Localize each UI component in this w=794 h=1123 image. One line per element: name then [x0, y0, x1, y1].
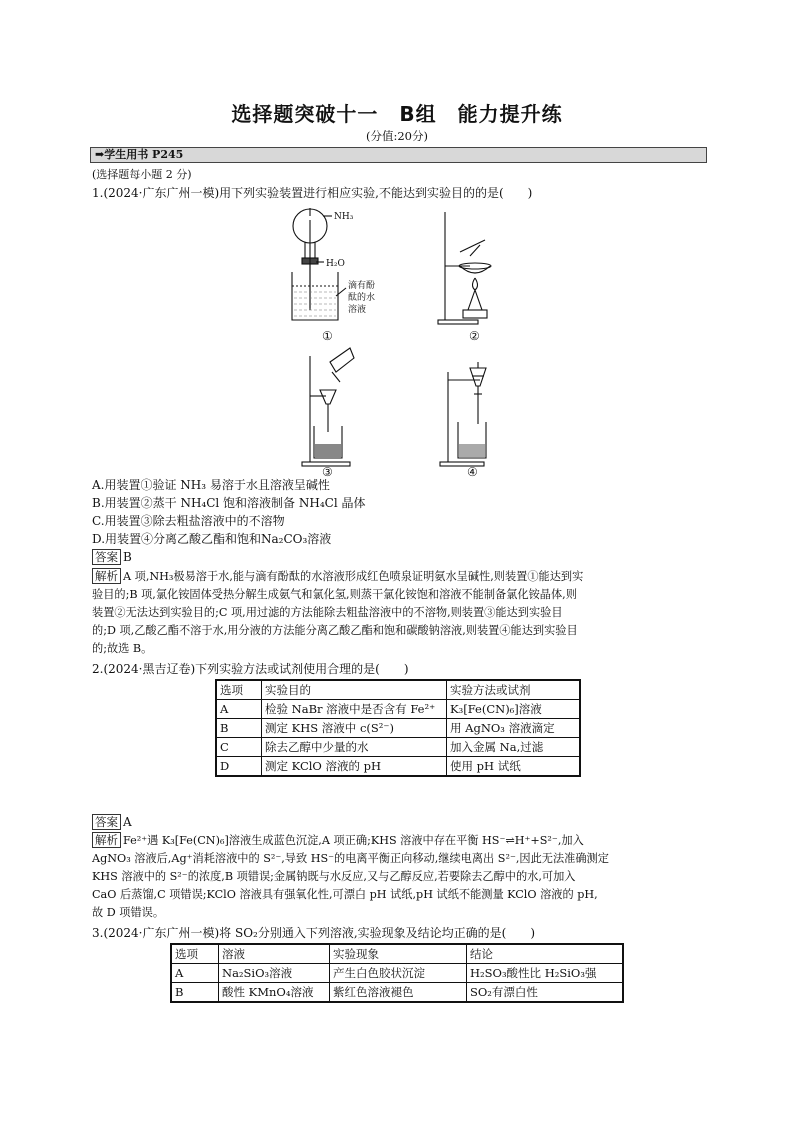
table-header: 实验方法或试剂	[447, 680, 581, 700]
apparatus-3-filtration	[302, 348, 354, 466]
table-cell: 酸性 KMnO₄溶液	[219, 983, 330, 1003]
table-cell: A	[216, 700, 262, 719]
q1-analysis-line: 验目的;B 项,氯化铵固体受热分解生成氨气和氯化氢,则蒸干氯化铵饱和溶液不能制备氯化铵晶体,则	[92, 588, 577, 601]
table-cell: 紫红色溶液褪色	[330, 983, 467, 1003]
table-cell: 测定 KClO 溶液的 pH	[262, 757, 447, 777]
table-header-row	[171, 944, 623, 964]
q2-analysis-line: 故 D 项错误。	[92, 906, 165, 919]
table-cell: A	[171, 964, 219, 983]
q1-option-c: C.用装置③除去粗盐溶液中的不溶物	[92, 514, 285, 528]
label-liquid-3: 溶液	[348, 305, 367, 315]
table-cell: B	[171, 983, 219, 1003]
table-row	[171, 983, 623, 1003]
table-cell: B	[216, 719, 262, 738]
q1-option-d: D.用装置④分离乙酸乙酯和饱和Na₂CO₃溶液	[92, 532, 332, 546]
q3-table	[170, 943, 624, 1003]
table-cell: 用 AgNO₃ 溶液滴定	[447, 719, 581, 738]
q1-apparatus-figure	[280, 200, 510, 478]
table-cell: D	[216, 757, 262, 777]
table-cell: 加入金属 Na,过滤	[447, 738, 581, 757]
q3-stem: 3.(2024·广东广州一模)将 SO₂分别通入下列溶液,实验现象及结论均正确的是( )	[92, 926, 536, 940]
q1-analysis-line: 装置②无法达到实验目的;C 项,用过滤的方法能除去粗盐溶液中的不溶物,则装置③能达到实验目	[92, 606, 563, 619]
table-row	[171, 964, 623, 983]
label-n4: ④	[467, 465, 478, 478]
label-h2o: H₂O	[326, 259, 345, 269]
label-liquid-1: 滴有酚	[348, 281, 376, 291]
table-header: 溶液	[219, 944, 330, 964]
label-n3: ③	[322, 465, 333, 478]
q2-analysis-line: Fe²⁺遇 K₃[Fe(CN)₆]溶液生成蓝色沉淀,A 项正确;KHS 溶液中存在平衡 HS⁻⇌H⁺+S²⁻,加入	[123, 834, 584, 847]
q2-analysis-line: CaO 后蒸馏,C 项错误;KClO 溶液具有强氧化性,可漂白 pH 试纸,pH 试纸不能测量 KClO 溶液的 pH,	[92, 888, 598, 901]
q2-table	[215, 679, 581, 777]
q1-option-a: A.用装置①验证 NH₃ 易溶于水且溶液呈碱性	[92, 478, 330, 492]
table-header: 实验现象	[330, 944, 467, 964]
table-cell: 使用 pH 试纸	[447, 757, 581, 777]
scoring-note: (选择题每小题 2 分)	[92, 168, 192, 181]
table-cell: 除去乙醇中少量的水	[262, 738, 447, 757]
table-cell: K₃[Fe(CN)₆]溶液	[447, 700, 581, 719]
analysis-tag: 解析	[92, 832, 121, 848]
q2-answer-value: A	[123, 815, 132, 829]
q1-answer-value: B	[123, 550, 132, 564]
q2-stem: 2.(2024·黑吉辽卷)下列实验方法或试剂使用合理的是( )	[92, 662, 409, 676]
q2-analysis-line: KHS 溶液中的 S²⁻的浓度,B 项错误;金属钠既与水反应,又与乙醇反应,若要除去乙醇中的水,可加入	[92, 870, 576, 883]
q1-answer	[92, 549, 132, 565]
page-title: 选择题突破十一 B组 能力提升练	[231, 102, 563, 126]
table-cell: H₂SO₃酸性比 H₂SiO₃强	[467, 964, 624, 983]
textbook-banner: ➡学生用书 P245	[90, 147, 707, 163]
q1-analysis-line: 的;故选 B。	[92, 642, 153, 655]
table-header: 实验目的	[262, 680, 447, 700]
answer-tag: 答案	[92, 549, 121, 565]
q1-option-b: B.用装置②蒸干 NH₄Cl 饱和溶液制备 NH₄Cl 晶体	[92, 496, 366, 510]
label-n2: ②	[469, 329, 480, 343]
table-cell: SO₂有漂白性	[467, 983, 624, 1003]
score-note: (分值:20分)	[366, 129, 428, 143]
table-row	[216, 700, 580, 719]
apparatus-4-separatory-funnel	[440, 362, 486, 466]
label-n1: ①	[322, 329, 333, 343]
analysis-tag: 解析	[92, 568, 121, 584]
table-row	[216, 719, 580, 738]
q2-analysis-line: AgNO₃ 溶液后,Ag⁺消耗溶液中的 S²⁻,导致 HS⁻的电离平衡正向移动,继续电离出 S²⁻,因此无法准确测定	[92, 852, 609, 865]
q1-analysis-line: 的;D 项,乙酸乙酯不溶于水,用分液的方法能分离乙酸乙酯和饱和碳酸钠溶液,则装置④能达到实验目	[92, 624, 578, 637]
label-liquid-2: 酞的水	[348, 293, 376, 303]
table-header: 结论	[467, 944, 624, 964]
table-header: 选项	[171, 944, 219, 964]
table-row	[216, 757, 580, 777]
table-cell: 测定 KHS 溶液中 c(S²⁻)	[262, 719, 447, 738]
table-header-row	[216, 680, 580, 700]
label-nh3: NH₃	[334, 212, 354, 222]
q1-stem: 1.(2024·广东广州一模)用下列实验装置进行相应实验,不能达到实验目的的是( )	[92, 186, 533, 200]
apparatus-2-evaporation	[438, 212, 491, 324]
table-cell: 产生白色胶状沉淀	[330, 964, 467, 983]
q2-answer	[92, 814, 132, 830]
table-row	[216, 738, 580, 757]
q1-analysis-line: A 项,NH₃极易溶于水,能与滴有酚酞的水溶液形成红色喷泉证明氨水呈碱性,则装置①能达到实	[123, 570, 584, 583]
table-cell: 检验 NaBr 溶液中是否含有 Fe²⁺	[262, 700, 447, 719]
table-header: 选项	[216, 680, 262, 700]
q1-analysis	[92, 568, 707, 658]
q2-analysis	[92, 832, 707, 922]
answer-tag: 答案	[92, 814, 121, 830]
table-cell: Na₂SiO₃溶液	[219, 964, 330, 983]
table-cell: C	[216, 738, 262, 757]
